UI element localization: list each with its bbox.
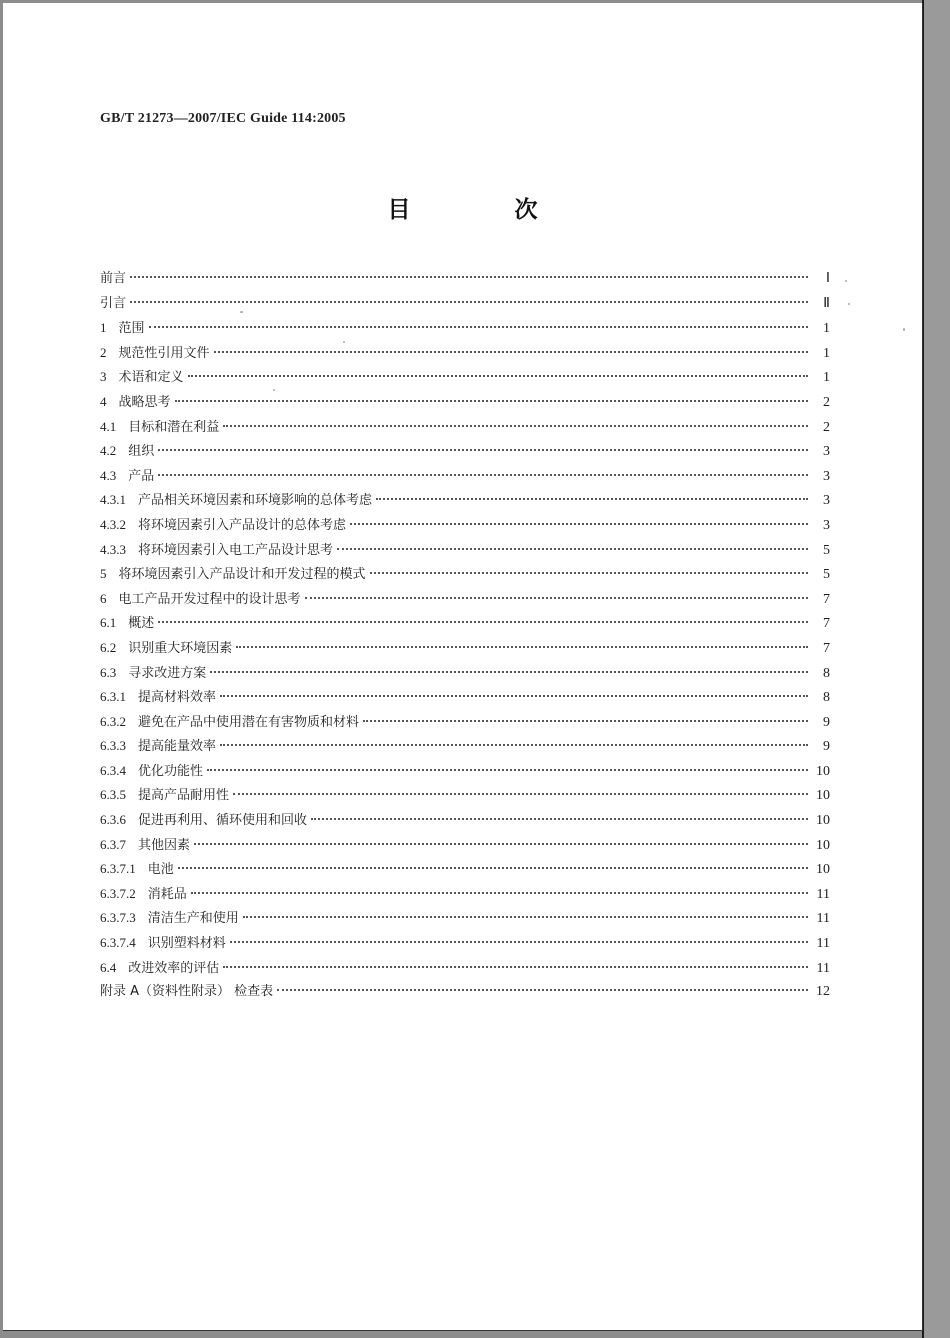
toc-entry-number: 6.3.4 xyxy=(100,762,126,778)
toc-leader-dots xyxy=(243,916,808,918)
toc-entry-page: 8 xyxy=(823,665,830,681)
toc-entry-number: 6.3.6 xyxy=(100,812,126,828)
toc-entry-label: 将环境因素引入电工产品设计思考 xyxy=(138,542,334,558)
toc-leader-dots xyxy=(370,572,808,574)
toc-entry-label: 规范性引用文件 xyxy=(118,345,210,361)
toc-entry-page: 12 xyxy=(816,984,830,1000)
toc-entry[interactable] xyxy=(100,882,830,907)
toc-entry-number: 6.3.7.2 xyxy=(100,885,136,901)
toc-entry[interactable] xyxy=(100,808,830,833)
toc-entry[interactable] xyxy=(100,488,830,513)
toc-entry[interactable] xyxy=(100,292,830,317)
toc-entry-label: 术语和定义 xyxy=(118,370,184,386)
toc-entry-label: 引言 xyxy=(100,295,127,311)
toc-leader-dots xyxy=(305,597,808,599)
toc-entry-page: Ⅰ xyxy=(825,271,830,286)
toc-leader-dots xyxy=(337,548,808,550)
scan-speck xyxy=(903,328,905,331)
toc-entry-page: 2 xyxy=(823,419,830,435)
toc-entry[interactable] xyxy=(100,538,830,563)
toc-leader-dots xyxy=(223,966,808,968)
toc-entry-page: 3 xyxy=(823,493,830,509)
toc-entry-label: 附录 A（资料性附录） 检查表 xyxy=(100,984,274,1000)
toc-leader-dots xyxy=(220,744,808,746)
toc-entry-page: 7 xyxy=(823,640,830,656)
toc-entry-number: 6.2 xyxy=(100,639,117,655)
toc-entry-label: 将环境因素引入产品设计的总体考虑 xyxy=(138,517,347,533)
toc-entry-number: 5 xyxy=(100,566,107,582)
scan-speck xyxy=(845,280,847,282)
toc-leader-dots xyxy=(149,326,808,328)
toc-entry[interactable] xyxy=(100,341,830,366)
toc-leader-dots xyxy=(207,769,808,771)
toc-entry[interactable] xyxy=(100,783,830,808)
toc-entry-page: 11 xyxy=(816,936,830,952)
toc-leader-dots xyxy=(210,671,808,673)
toc-leader-dots xyxy=(194,843,808,845)
toc-entry-label: 提高材料效率 xyxy=(138,690,217,706)
toc-entry-page: 3 xyxy=(823,517,830,533)
toc-entry[interactable] xyxy=(100,365,830,390)
toc-entry[interactable] xyxy=(100,833,830,858)
toc-leader-dots xyxy=(376,498,808,500)
scan-speck xyxy=(343,341,345,343)
toc-entry-number: 6.3.3 xyxy=(100,738,126,754)
toc-entry-page: 7 xyxy=(823,591,830,607)
toc-leader-dots xyxy=(158,474,808,476)
toc-entry-number: 4.3.3 xyxy=(100,541,126,557)
toc-entry-label: 范围 xyxy=(118,321,145,337)
toc-entry[interactable] xyxy=(100,587,830,612)
toc-entry[interactable] xyxy=(100,661,830,686)
toc-entry-number: 6.3.7.4 xyxy=(100,935,136,951)
toc-entry[interactable] xyxy=(100,636,830,661)
toc-entry[interactable] xyxy=(100,956,830,981)
toc-entry-number: 4.2 xyxy=(100,443,117,459)
toc-entry[interactable] xyxy=(100,685,830,710)
toc-entry-label: 前言 xyxy=(100,271,127,286)
toc-entry[interactable] xyxy=(100,562,830,587)
toc-entry-page: 11 xyxy=(816,911,830,927)
toc-entry-number: 6.1 xyxy=(100,615,117,631)
toc-entry[interactable] xyxy=(100,931,830,956)
toc-leader-dots xyxy=(175,400,808,402)
toc-entry-page: Ⅱ xyxy=(823,295,830,311)
toc-entry-page: 1 xyxy=(823,321,830,337)
toc-entry[interactable] xyxy=(100,513,830,538)
toc-entry[interactable] xyxy=(100,439,830,464)
toc-entry-page: 5 xyxy=(823,542,830,558)
toc-leader-dots xyxy=(130,276,808,278)
toc-entry-page: 5 xyxy=(823,567,830,583)
toc-leader-dots xyxy=(233,793,808,795)
toc-entry[interactable] xyxy=(100,415,830,440)
toc-entry-number: 2 xyxy=(100,344,107,360)
toc-entry-label: 优化功能性 xyxy=(138,763,204,779)
toc-leader-dots xyxy=(311,818,808,820)
standard-code: GB/T 21273—2007/IEC Guide 114:2005 xyxy=(100,111,346,126)
toc-entry[interactable] xyxy=(100,980,830,1005)
toc-entry-label: 概述 xyxy=(128,616,155,632)
toc-entry[interactable] xyxy=(100,611,830,636)
toc-leader-dots xyxy=(236,646,808,648)
toc-entry-number: 3 xyxy=(100,369,107,385)
toc-entry-number: 6 xyxy=(100,590,107,606)
toc-entry-label: 将环境因素引入产品设计和开发过程的模式 xyxy=(118,567,366,583)
scan-speck xyxy=(240,311,243,313)
toc-entry[interactable] xyxy=(100,316,830,341)
toc-entry-page: 10 xyxy=(816,837,830,853)
toc-entry-label: 产品相关环境因素和环境影响的总体考虑 xyxy=(138,493,373,509)
toc-entry-label: 电池 xyxy=(147,862,174,878)
toc-entry-number: 6.3.7.1 xyxy=(100,861,136,877)
toc-entry-label: 寻求改进方案 xyxy=(128,665,207,681)
toc-leader-dots xyxy=(220,695,808,697)
page-title: 目 次 xyxy=(387,197,586,223)
scan-speck xyxy=(273,389,275,391)
toc-leader-dots xyxy=(350,523,808,525)
toc-entry[interactable] xyxy=(100,759,830,784)
toc-entry-number: 4.1 xyxy=(100,418,117,434)
toc-entry-number: 1 xyxy=(100,320,107,336)
toc-entry-label: 提高能量效率 xyxy=(138,739,217,755)
toc-entry-label: 电工产品开发过程中的设计思考 xyxy=(118,591,301,607)
toc-entry-label: 组织 xyxy=(128,444,155,460)
toc-entry-number: 6.3.5 xyxy=(100,787,126,803)
toc-entry-number: 6.3.7.3 xyxy=(100,910,136,926)
toc-leader-dots xyxy=(277,989,808,991)
toc-entry-page: 2 xyxy=(823,394,830,410)
toc-entry-label: 避免在产品中使用潜在有害物质和材料 xyxy=(138,714,360,730)
page-edge-shadow xyxy=(922,0,950,1338)
toc-entry-number: 4 xyxy=(100,393,107,409)
toc-entry-label: 目标和潜在利益 xyxy=(128,419,220,435)
toc-entry-number: 4.3 xyxy=(100,467,117,483)
toc-leader-dots xyxy=(158,449,808,451)
toc-entry-page: 9 xyxy=(823,739,830,755)
toc-entry-page: 1 xyxy=(823,345,830,361)
toc-entry-label: 其他因素 xyxy=(138,837,191,853)
document-page xyxy=(3,3,923,1331)
toc-entry-label: 识别重大环境因素 xyxy=(128,640,233,656)
toc-entry-label: 消耗品 xyxy=(147,886,187,902)
toc-entry-page: 11 xyxy=(816,960,830,976)
toc-entry-number: 4.3.2 xyxy=(100,516,126,532)
toc-entry[interactable] xyxy=(100,267,830,292)
toc-entry[interactable] xyxy=(100,734,830,759)
table-of-contents xyxy=(100,267,830,1005)
toc-entry-page: 3 xyxy=(823,444,830,460)
toc-entry-page: 1 xyxy=(823,370,830,386)
toc-entry-label: 清洁生产和使用 xyxy=(147,911,239,927)
toc-entry-number: 6.3.1 xyxy=(100,689,126,705)
toc-entry-number: 6.3 xyxy=(100,664,117,680)
toc-entry[interactable] xyxy=(100,857,830,882)
scan-speck xyxy=(848,303,850,305)
toc-entry[interactable] xyxy=(100,710,830,735)
toc-entry-page: 10 xyxy=(816,763,830,779)
toc-entry-number: 4.3.1 xyxy=(100,492,126,508)
toc-entry-page: 9 xyxy=(823,714,830,730)
toc-entry-label: 改进效率的评估 xyxy=(128,960,220,976)
toc-entry-page: 10 xyxy=(816,862,830,878)
toc-entry-page: 10 xyxy=(816,813,830,829)
toc-entry[interactable] xyxy=(100,390,830,415)
toc-entry-label: 识别塑料材料 xyxy=(147,936,226,952)
toc-entry-label: 战略思考 xyxy=(118,394,171,410)
toc-leader-dots xyxy=(178,867,808,869)
toc-leader-dots xyxy=(188,375,808,377)
toc-entry[interactable] xyxy=(100,906,830,931)
toc-entry[interactable] xyxy=(100,464,830,489)
toc-entry-number: 6.3.2 xyxy=(100,713,126,729)
toc-entry-label: 提高产品耐用性 xyxy=(138,788,230,804)
toc-entry-page: 7 xyxy=(823,616,830,632)
toc-entry-label: 促进再利用、循环使用和回收 xyxy=(138,813,308,829)
toc-leader-dots xyxy=(130,301,808,303)
toc-leader-dots xyxy=(223,425,808,427)
toc-entry-page: 11 xyxy=(816,886,830,902)
toc-entry-label: 产品 xyxy=(128,468,155,484)
toc-entry-number: 6.3.7 xyxy=(100,836,126,852)
toc-leader-dots xyxy=(158,621,808,623)
toc-leader-dots xyxy=(214,351,808,353)
toc-leader-dots xyxy=(230,941,808,943)
toc-entry-page: 10 xyxy=(816,788,830,804)
toc-entry-page: 3 xyxy=(823,468,830,484)
toc-leader-dots xyxy=(363,720,808,722)
toc-leader-dots xyxy=(191,892,808,894)
toc-entry-number: 6.4 xyxy=(100,959,117,975)
toc-entry-page: 8 xyxy=(823,690,830,706)
